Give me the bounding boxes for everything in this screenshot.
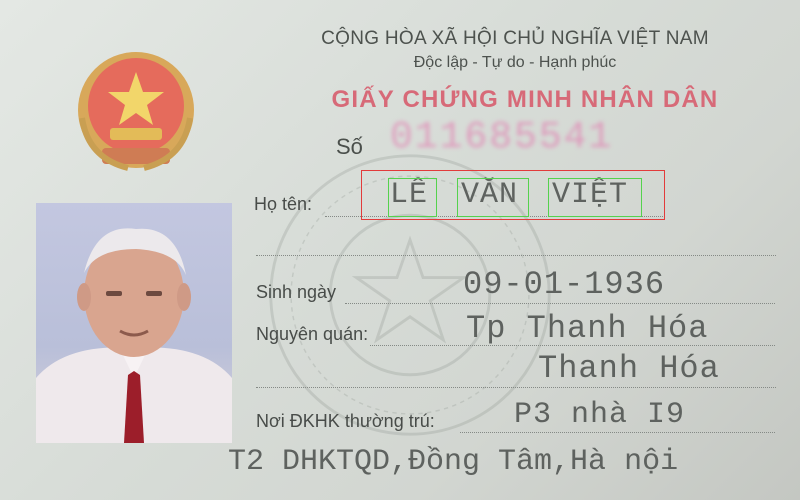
portrait-photo — [36, 203, 232, 443]
residence-label: Nơi ĐKHK thường trú: — [256, 411, 435, 431]
origin-dotted-line-2 — [256, 387, 776, 388]
name-part-2: VĂN — [461, 178, 519, 212]
dob-label: Sinh ngày — [256, 282, 337, 302]
word-annotation-box-1 — [388, 178, 437, 217]
motto: Độc lập - Tự do - Hạnh phúc — [413, 54, 617, 71]
id-number-label: Số — [336, 134, 363, 159]
word-annotation-box-2 — [457, 178, 529, 217]
residence-dotted-line — [460, 432, 775, 433]
country-header: CỘNG HÒA XÃ HỘI CHỦ NGHĨA VIỆT NAM — [321, 28, 709, 49]
blank-dotted-line — [256, 255, 776, 256]
residence-value-line1: P3 nhà I9 — [514, 398, 686, 432]
word-annotation-box-3 — [548, 178, 642, 217]
portrait-icon — [36, 203, 232, 443]
national-emblem-icon — [68, 48, 204, 176]
residence-value-line2: T2 DHKTQD,Đồng Tâm,Hà nội — [228, 445, 679, 479]
id-number-value: 011685541 — [390, 116, 614, 159]
name-label: Họ tên: — [254, 194, 313, 214]
dob-dotted-line — [345, 303, 775, 304]
origin-value-line1: Tp Thanh Hóa — [466, 310, 709, 347]
name-part-3: VIỆT — [552, 178, 629, 212]
dob-value: 09-01-1936 — [463, 266, 666, 303]
name-part-1: LÊ — [390, 178, 429, 212]
origin-value-line2: Thanh Hóa — [538, 350, 720, 387]
document-title: GIẤY CHỨNG MINH NHÂN DÂN — [331, 86, 719, 113]
origin-label: Nguyên quán: — [256, 324, 369, 344]
